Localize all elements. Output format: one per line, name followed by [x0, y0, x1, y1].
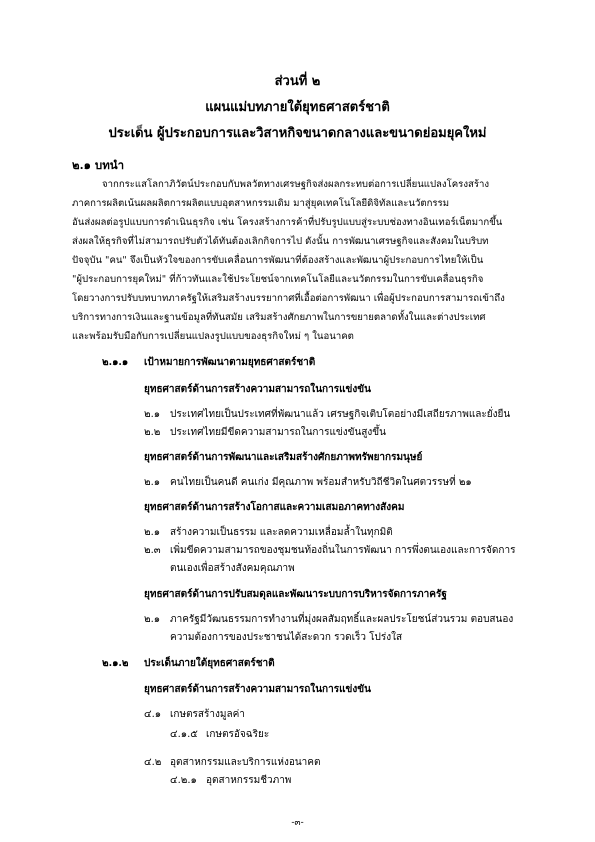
issue-number: ๔.๒ — [144, 757, 162, 768]
sub-issue-text: อุตสาหกรรมชีวภาพ — [206, 775, 292, 786]
intro-line-8: บริการทางการเงินและฐานข้อมูลที่ทันสมัย เสริมสร้างศักยภาพในการขยายตลาดทั้งในและต่างประเทศ — [72, 312, 486, 323]
goal-text: ประเทศไทยมีขีดความสามารถในการแข่งขันสูงขึ้น — [170, 427, 386, 438]
goal-number: ๒.๑ — [144, 614, 161, 625]
intro-line-2: ภาคการผลิตเน้นผลผลิตการผลิตแบบอุตสาหกรรมเดิม มาสู่ยุคเทคโนโลยีดิจิทัลและนวัตกรรม — [72, 198, 450, 209]
goal-text: ภาครัฐมีวัฒนธรรมการทำงานที่มุ่งผลสัมฤทธิ์และผลประโยชน์ส่วนรวม ตอบสนอง — [170, 614, 514, 625]
issue-title: ประเด็น ผู้ประกอบการและวิสาหกิจขนาดกลางและขนาดย่อมยุคใหม่ — [108, 126, 487, 141]
strategy-competitiveness-title: ยุทธศาสตร์ด้านการสร้างความสามารถในการแข่งขัน — [144, 384, 371, 395]
issue-text: เกษตรสร้างมูลค่า — [170, 709, 245, 720]
strategy-social-equality-title: ยุทธศาสตร์ด้านการสร้างโอกาสและความเสมอภาคทางสังคม — [144, 502, 405, 513]
intro-heading: ๒.๑ บทนำ — [72, 158, 125, 172]
sub-issue-number: ๔.๑.๕ — [170, 729, 198, 740]
goal-number: ๒.๒ — [144, 427, 161, 438]
section-212-label: ประเด็นภายใต้ยุทธศาสตร์ชาติ — [144, 658, 275, 669]
strategy-public-administration-title: ยุทธศาสตร์ด้านการปรับสมดุลและพัฒนาระบบการบริหารจัดการภาครัฐ — [144, 589, 447, 600]
intro-line-4: ส่งผลให้ธุรกิจที่ไม่สามารถปรับตัวได้ทันต้องเลิกกิจการไป ดังนั้น การพัฒนาเศรษฐกิจและสังคมในบริบท — [72, 236, 489, 247]
section-211-label: เป้าหมายการพัฒนาตามยุทธศาสตร์ชาติ — [144, 357, 316, 368]
intro-line-3: อันส่งผลต่อรูปแบบการดำเนินธุรกิจ เช่น โครงสร้างการค้าที่ปรับรูปแบบสู่ระบบช่องทางอินเทอร์เน็ตมากขึ้น — [72, 217, 503, 228]
sub-issue-number: ๔.๒.๑ — [170, 775, 197, 786]
intro-line-1: จากกระแสโลกาภิวัตน์ประกอบกับพลวัตทางเศรษฐกิจส่งผลกระทบต่อการเปลี่ยนแปลงโครงสร้าง — [102, 179, 490, 190]
intro-line-7: โดยวางการปรับบทบาทภาครัฐให้เสริมสร้างบรรยากาศที่เอื้อต่อการพัฒนา เพื่อผู้ประกอบการสามารถเข้าถึง — [72, 293, 505, 304]
section-212-number: ๒.๑.๒ — [102, 658, 129, 669]
issue-number: ๔.๑ — [144, 709, 162, 720]
goal-text: สร้างความเป็นธรรม และลดความเหลื่อมล้ำในทุกมิติ — [170, 527, 393, 538]
goal-number: ๒.๑ — [144, 527, 161, 538]
goal-text: คนไทยเป็นคนดี คนเก่ง มีคุณภาพ พร้อมสำหรับวิถีชีวิตในศตวรรษที่ ๒๑ — [170, 477, 472, 488]
goal-number: ๒.๑ — [144, 409, 161, 420]
strategy-human-resources-title: ยุทธศาสตร์ด้านการพัฒนาและเสริมสร้างศักยภาพทรัพยากรมนุษย์ — [144, 452, 423, 463]
page-number: -๓- — [291, 818, 304, 828]
goal-text: ประเทศไทยเป็นประเทศที่พัฒนาแล้ว เศรษฐกิจเติบโตอย่างมีเสถียรภาพและยั่งยืน — [170, 409, 511, 420]
goal-number: ๒.๑ — [144, 477, 161, 488]
goal-number: ๒.๓ — [144, 545, 161, 556]
section-211-number: ๒.๑.๑ — [102, 357, 129, 368]
goal-text-continued: ตนเองเพื่อสร้างสังคมคุณภาพ — [170, 563, 295, 574]
strategy-competitiveness-title-2: ยุทธศาสตร์ด้านการสร้างความสามารถในการแข่งขัน — [144, 684, 371, 695]
sub-issue-text: เกษตรอัจฉริยะ — [206, 729, 270, 740]
issue-text: อุตสาหกรรมและบริการแห่งอนาคต — [170, 757, 321, 768]
goal-text-continued: ความต้องการของประชาชนได้สะดวก รวดเร็ว โปร่งใส — [170, 632, 403, 643]
intro-line-6: "ผู้ประกอบการยุคใหม่" ที่ก้าวทันและใช้ประโยชน์จากเทคโนโลยีและนวัตกรรมในการขับเคลื่อนธุรกิจ — [72, 274, 484, 285]
intro-line-5: ปัจจุบัน "คน" จึงเป็นหัวใจของการขับเคลื่อนการพัฒนาที่ต้องสร้างและพัฒนาผู้ประกอบการไทยให้เป็น — [72, 255, 484, 266]
plan-title: แผนแม่บทภายใต้ยุทธศาสตร์ชาติ — [205, 100, 390, 115]
intro-line-9: และพร้อมรับมือกับการเปลี่ยนแปลงรูปแบบของธุรกิจใหม่ ๆ ในอนาคต — [72, 331, 354, 342]
part-title: ส่วนที่ ๒ — [274, 74, 321, 89]
goal-text: เพิ่มขีดความสามารถของชุมชนท้องถิ่นในการพัฒนา การพึ่งตนเองและการจัดการ — [170, 545, 516, 556]
